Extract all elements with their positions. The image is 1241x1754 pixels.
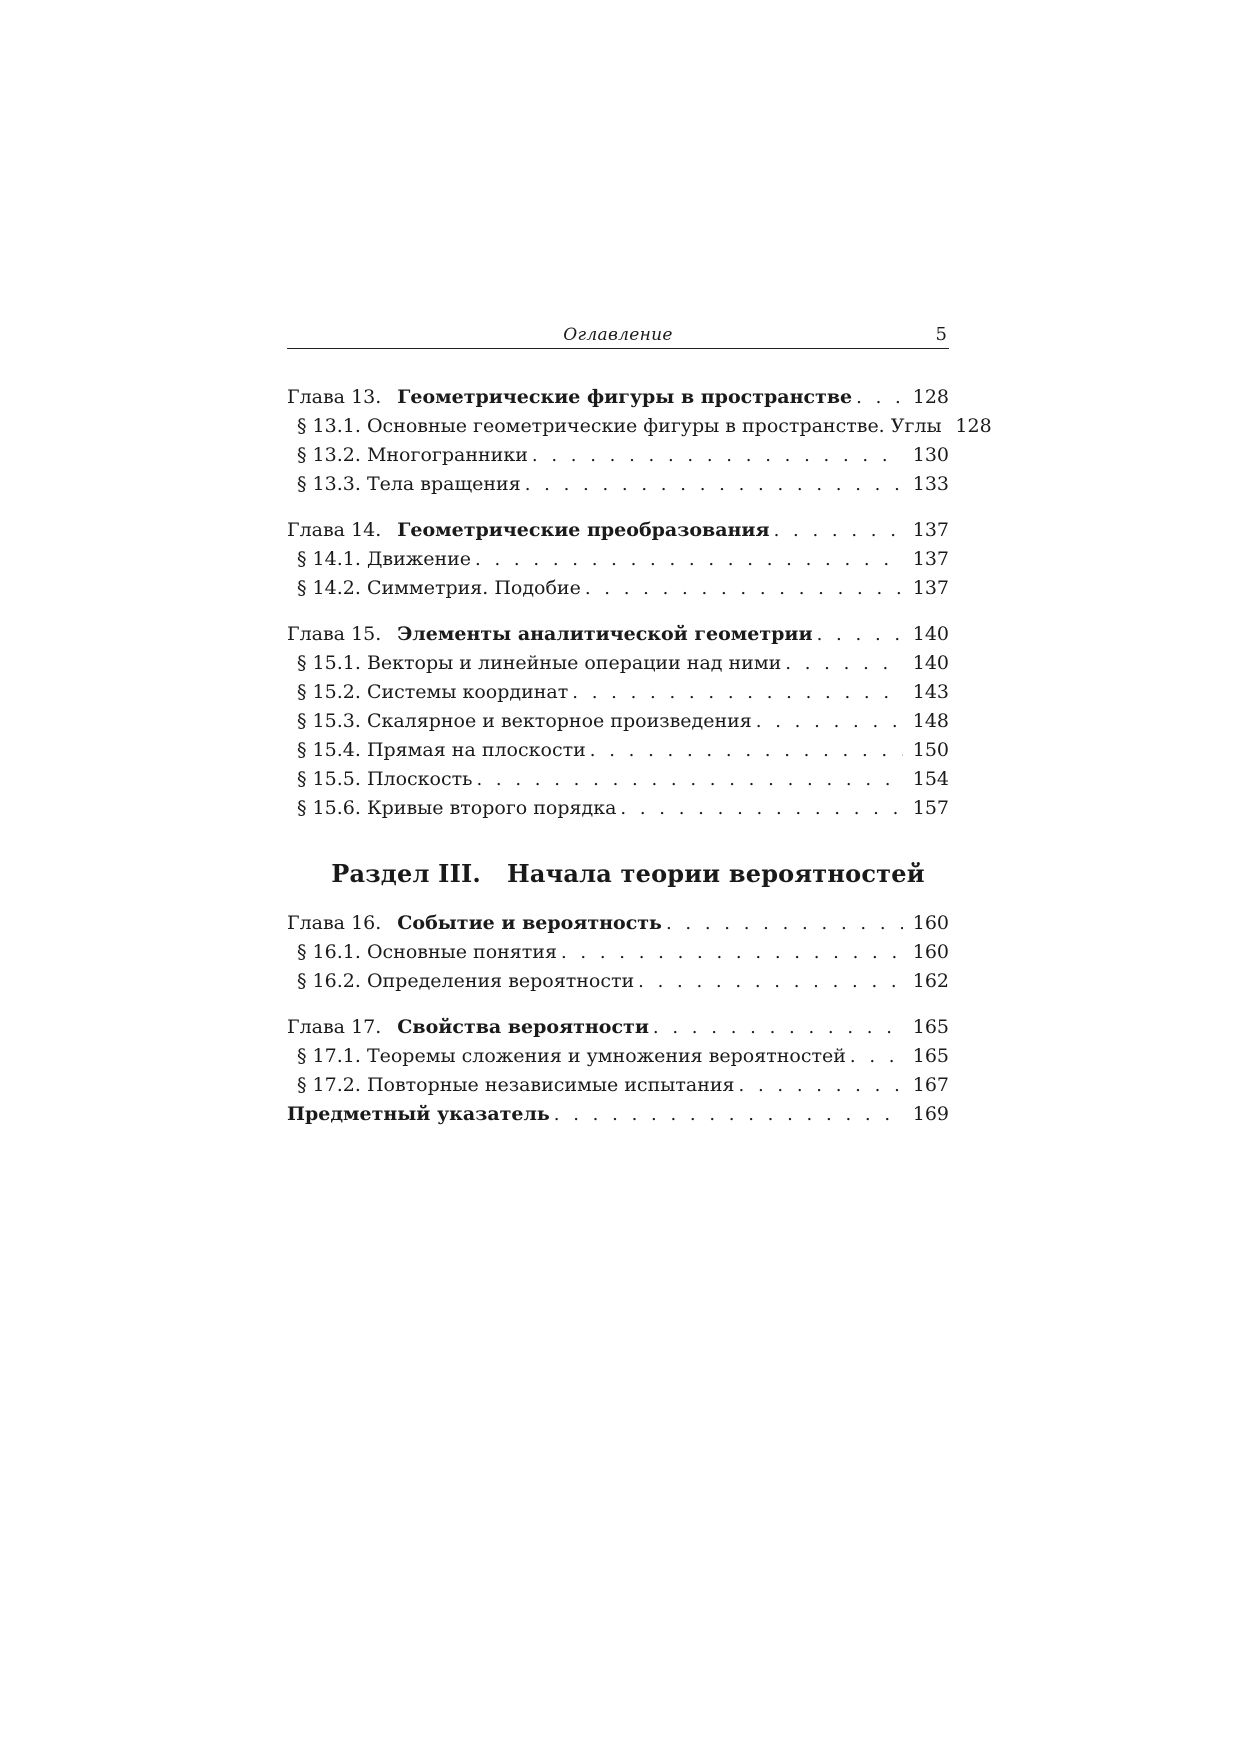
section-title: Определения вероятности (366, 970, 635, 992)
section-title: Движение (366, 548, 472, 570)
page-ref: 133 (912, 473, 949, 495)
chapter-number: 15. (351, 623, 382, 645)
section-number: § 13.1. (297, 415, 361, 437)
page-ref: 140 (912, 652, 949, 674)
section-number: § 15.2. (297, 681, 361, 703)
table-of-contents (287, 383, 992, 1129)
page-ref: 128 (955, 415, 992, 437)
part-title: Начала теории вероятностей (506, 859, 925, 888)
chapter-title: Геометрические преобразования (397, 519, 770, 541)
toc-section-15-6[interactable] (287, 794, 949, 823)
chapter-title: Свойства вероятности (397, 1016, 649, 1038)
page-header (287, 318, 949, 349)
toc-chapter-13[interactable] (287, 383, 949, 412)
dot-leader (739, 1071, 903, 1100)
section-number: § 17.2. (297, 1074, 361, 1096)
toc-section-15-4[interactable] (287, 736, 949, 765)
dot-leader (532, 441, 903, 470)
page-ref: 137 (912, 577, 949, 599)
section-number: § 15.4. (297, 739, 361, 761)
section-title: Многогранники (366, 444, 528, 466)
section-title: Векторы и линейные операции над ними (366, 652, 782, 674)
section-number: § 15.5. (297, 768, 361, 790)
dot-leader (476, 765, 903, 794)
section-number: § 15.3. (297, 710, 361, 732)
toc-section-14-2[interactable] (287, 574, 949, 603)
dot-leader (572, 678, 903, 707)
toc-section-15-1[interactable] (287, 649, 949, 678)
page-ref: 130 (912, 444, 949, 466)
page-ref: 157 (912, 797, 949, 819)
chapter-number: 17. (351, 1016, 382, 1038)
dot-leader (856, 383, 903, 412)
dot-leader (638, 967, 903, 996)
section-title: Теоремы сложения и умножения вероятностей (366, 1045, 846, 1067)
page-ref: 160 (912, 912, 949, 934)
dot-leader (554, 1100, 903, 1129)
page-ref: 137 (912, 519, 949, 541)
dot-leader (850, 1042, 903, 1071)
section-number: § 15.1. (297, 652, 361, 674)
page-ref: 162 (912, 970, 949, 992)
chapter-label: Глава (287, 1016, 346, 1038)
page-number: 5 (935, 324, 947, 345)
toc-section-14-1[interactable] (287, 545, 949, 574)
section-title: Тела вращения (366, 473, 521, 495)
section-title: Основные геометрические фигуры в пространстве. Углы (366, 415, 942, 437)
toc-index-entry[interactable] (287, 1100, 949, 1129)
dot-leader (585, 574, 903, 603)
page-ref: 167 (912, 1074, 949, 1096)
toc-chapter-17[interactable] (287, 1013, 949, 1042)
section-title: Скалярное и векторное произведения (366, 710, 752, 732)
section-title: Основные понятия (366, 941, 557, 963)
section-number: § 17.1. (297, 1045, 361, 1067)
section-number: § 16.2. (297, 970, 361, 992)
chapter-number: 13. (351, 386, 382, 408)
toc-chapter-15[interactable] (287, 620, 949, 649)
page-ref: 169 (912, 1103, 949, 1125)
section-title: Прямая на плоскости (366, 739, 586, 761)
section-title: Плоскость (366, 768, 473, 790)
chapter-label: Глава (287, 386, 346, 408)
dot-leader (785, 649, 903, 678)
section-number: § 15.6. (297, 797, 361, 819)
toc-section-16-1[interactable] (287, 938, 949, 967)
section-title: Системы координат (366, 681, 569, 703)
dot-leader (561, 938, 903, 967)
page-ref: 150 (912, 739, 949, 761)
page-ref: 165 (912, 1045, 949, 1067)
toc-section-16-2[interactable] (287, 967, 949, 996)
toc-section-17-1[interactable] (287, 1042, 949, 1071)
page-ref: 148 (912, 710, 949, 732)
dot-leader (653, 1013, 903, 1042)
section-title: Повторные независимые испытания (366, 1074, 735, 1096)
page-ref: 160 (912, 941, 949, 963)
toc-section-15-2[interactable] (287, 678, 949, 707)
toc-chapter-16[interactable] (287, 909, 949, 938)
dot-leader (590, 736, 903, 765)
section-number: § 13.2. (297, 444, 361, 466)
chapter-title: Геометрические фигуры в пространстве (397, 386, 853, 408)
chapter-label: Глава (287, 912, 346, 934)
toc-section-13-3[interactable] (287, 470, 949, 499)
part-heading (307, 857, 949, 891)
dot-leader (620, 794, 903, 823)
dot-leader (525, 470, 903, 499)
toc-chapter-14[interactable] (287, 516, 949, 545)
page-ref: 137 (912, 548, 949, 570)
chapter-title: Элементы аналитической геометрии (397, 623, 813, 645)
section-number: § 16.1. (297, 941, 361, 963)
toc-section-15-3[interactable] (287, 707, 949, 736)
chapter-label: Глава (287, 519, 346, 541)
dot-leader (817, 620, 903, 649)
chapter-label: Глава (287, 623, 346, 645)
index-title: Предметный указатель (287, 1103, 550, 1125)
toc-section-17-2[interactable] (287, 1071, 949, 1100)
page-ref: 154 (912, 768, 949, 790)
dot-leader (756, 707, 903, 736)
section-title: Симметрия. Подобие (366, 577, 581, 599)
part-label: Раздел III. (331, 859, 481, 888)
dot-leader (774, 516, 903, 545)
page-ref: 128 (912, 386, 949, 408)
dot-leader (666, 909, 903, 938)
section-title: Кривые второго порядка (366, 797, 617, 819)
chapter-number: 14. (351, 519, 382, 541)
section-number: § 14.2. (297, 577, 361, 599)
page-ref: 143 (912, 681, 949, 703)
page-ref: 140 (912, 623, 949, 645)
toc-section-15-5[interactable] (287, 765, 949, 794)
dot-leader (475, 545, 903, 574)
section-number: § 13.3. (297, 473, 361, 495)
page-ref: 165 (912, 1016, 949, 1038)
toc-section-13-2[interactable] (287, 441, 949, 470)
section-number: § 14.1. (297, 548, 361, 570)
chapter-title: Событие и вероятность (397, 912, 662, 934)
chapter-number: 16. (351, 912, 382, 934)
toc-section-13-1[interactable] (287, 412, 992, 441)
running-title: Оглавление (563, 325, 673, 345)
